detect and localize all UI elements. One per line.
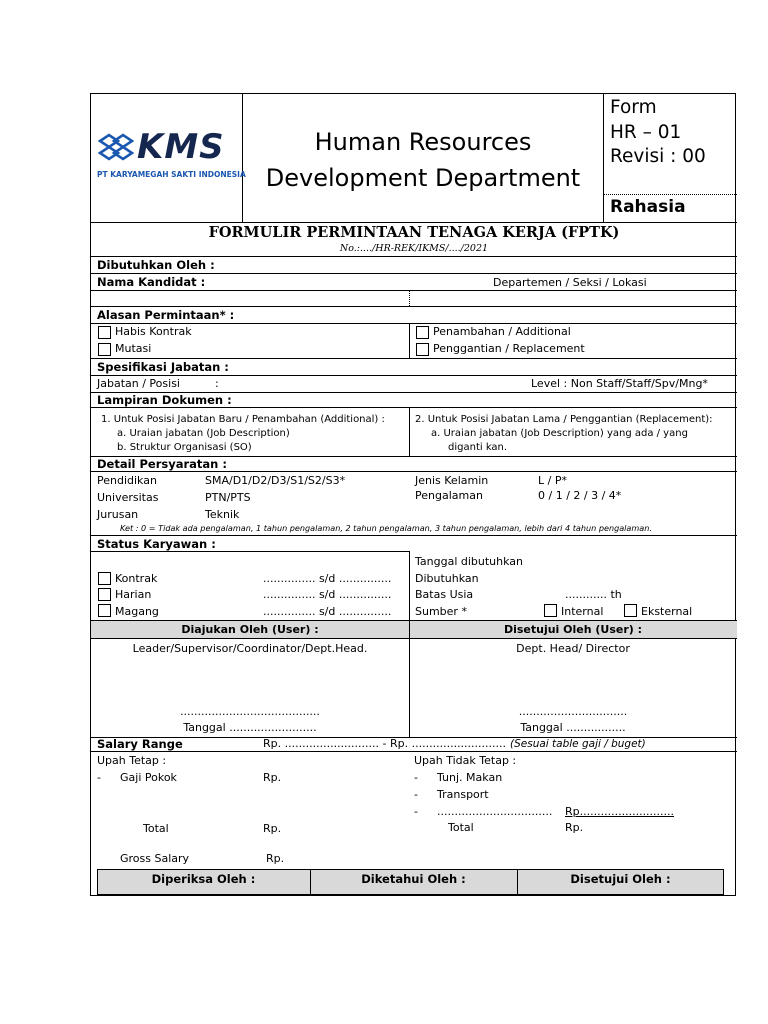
approver-role: Dept. Head/ Director <box>516 642 630 655</box>
row-line <box>91 306 737 307</box>
basic-salary-label: Gaji Pokok <box>120 771 177 784</box>
row-line <box>91 323 737 324</box>
needed-label: Dibutuhkan <box>415 572 479 585</box>
approved-by-heading: Disetujui Oleh (User) : <box>503 623 643 636</box>
row-line <box>91 256 737 257</box>
attach-left-heading: 1. Untuk Posisi Jabatan Baru / Penambahan (Additional) : <box>101 414 385 425</box>
row-line <box>91 358 737 359</box>
meal-allowance-label: Tunj. Makan <box>437 771 503 784</box>
row-line <box>91 273 737 274</box>
status-option: Magang <box>115 605 159 618</box>
attach-right-item-cont: diganti kan. <box>448 442 508 453</box>
reason-transfer-checkbox[interactable] <box>98 343 111 356</box>
status-option: Harian <box>115 588 152 601</box>
salary-range-label: Salary Range <box>97 737 183 751</box>
submitter-date[interactable]: Tanggal ......................... <box>183 721 317 734</box>
intern-period: ............... s/d ............... <box>263 605 392 618</box>
form-label: Form <box>610 97 657 118</box>
logo-wordmark: KMS <box>137 127 225 167</box>
status-intern-checkbox[interactable] <box>98 604 111 617</box>
other-allowance-rp[interactable]: Rp........................... <box>565 805 675 818</box>
approver-signature-line[interactable]: ............................... <box>518 705 628 718</box>
revision-label: Revisi : 00 <box>610 146 706 167</box>
attachments-label: Lampiran Dokumen : <box>97 393 232 407</box>
header-bottom-line <box>91 222 737 223</box>
attach-right-heading: 2. Untuk Posisi Jabatan Lama / Penggantian (Replacement): <box>415 414 713 425</box>
salary-range-value[interactable]: Rp. ........................... - Rp. ........................... <box>263 737 507 750</box>
daily-period: ............... s/d ............... <box>263 588 392 601</box>
requirements-label: Detail Persyaratan : <box>97 457 227 471</box>
checked-by-heading: Diperiksa Oleh : <box>151 872 256 886</box>
form-code: HR – 01 <box>610 121 682 143</box>
approved-by-heading-final: Disetujui Oleh : <box>570 872 671 886</box>
attach-left-item: a. Uraian jabatan (Job Description) <box>117 428 290 439</box>
row-line <box>91 471 737 472</box>
variable-pay-label: Upah Tidak Tetap : <box>414 754 517 767</box>
column-divider <box>409 407 410 456</box>
status-daily-checkbox[interactable] <box>98 588 111 601</box>
reason-option: Penambahan / Additional <box>433 325 571 338</box>
level-label: Level : Non Staff/Staff/Spv/Mng* <box>531 377 708 390</box>
major-value: Teknik <box>205 508 240 521</box>
dept-location-label: Departemen / Seksi / Lokasi <box>493 276 647 289</box>
submitted-by-heading: Diajukan Oleh (User) : <box>181 623 319 636</box>
age-limit-label: Batas Usia <box>415 588 474 601</box>
gross-salary-label: Gross Salary <box>120 852 190 865</box>
experience-value: 0 / 1 / 2 / 3 / 4* <box>538 489 622 502</box>
needed-by-label: Dibutuhkan Oleh : <box>97 258 215 272</box>
field-divider <box>409 290 410 306</box>
education-value: SMA/D1/D2/D3/S1/S2/S3* <box>205 474 346 487</box>
source-internal-checkbox[interactable] <box>544 604 557 617</box>
row-line <box>91 407 737 408</box>
reason-label: Alasan Permintaan* : <box>97 308 235 322</box>
contract-period: ............... s/d ............... <box>263 572 392 585</box>
department-line-1: Human Resources <box>314 128 532 156</box>
experience-label: Pengalaman <box>415 489 483 502</box>
list-dash: - <box>97 771 101 784</box>
company-logo <box>97 127 246 186</box>
basic-salary-rp[interactable]: Rp. <box>263 771 282 784</box>
attach-left-item: b. Struktur Organisasi (SO) <box>117 442 252 453</box>
university-label: Universitas <box>97 491 159 504</box>
attach-right-item: a. Uraian jabatan (Job Description) yang ada / yang <box>431 428 688 439</box>
row-line <box>91 551 409 552</box>
department-line-2: Development Department <box>265 164 581 192</box>
source-external-label: Eksternal <box>641 605 693 618</box>
reason-option: Habis Kontrak <box>115 325 192 338</box>
university-value: PTN/PTS <box>205 491 251 504</box>
reason-option: Mutasi <box>115 342 152 355</box>
source-internal-label: Internal <box>561 605 604 618</box>
form-title: FORMULIR PERMINTAAN TENAGA KERJA (FPTK) <box>208 224 620 241</box>
reason-additional-checkbox[interactable] <box>416 326 429 339</box>
age-limit-value: ............ th <box>565 588 622 601</box>
gender-label: Jenis Kelamin <box>415 474 489 487</box>
fixed-pay-label: Upah Tetap : <box>97 754 167 767</box>
form-code-block <box>610 96 706 170</box>
row-line <box>91 638 737 639</box>
other-allowance-field[interactable]: ................................. <box>437 805 553 818</box>
fptk-form <box>90 93 736 896</box>
status-option: Kontrak <box>115 572 158 585</box>
candidate-name-label: Nama Kandidat : <box>97 275 206 289</box>
list-dash: - <box>414 788 418 801</box>
classification-label: Rahasia <box>610 197 686 217</box>
major-label: Jurusan <box>97 508 139 521</box>
header-divider <box>603 94 604 222</box>
known-by-heading: Diketahui Oleh : <box>361 872 466 886</box>
department-title <box>243 124 603 196</box>
approver-date[interactable]: Tanggal ................. <box>520 721 626 734</box>
list-dash: - <box>414 771 418 784</box>
experience-note: Ket : 0 = Tidak ada pengalaman, 1 tahun pengalaman, 2 tahun pengalaman, 3 tahun pengalaman, lebih dari 4 tahun pengalaman. <box>120 523 652 533</box>
job-title-colon: : <box>215 377 219 390</box>
fixed-total-rp[interactable]: Rp. <box>263 822 282 835</box>
row-line <box>91 290 737 291</box>
reason-replacement-checkbox[interactable] <box>416 343 429 356</box>
position-spec-label: Spesifikasi Jabatan : <box>97 360 229 374</box>
reason-option: Penggantian / Replacement <box>433 342 585 355</box>
gross-salary-rp[interactable]: Rp. <box>266 852 285 865</box>
source-label: Sumber * <box>415 605 467 618</box>
logo-company-name: PT KARYAMEGAH SAKTI INDONESIA <box>97 170 246 179</box>
source-external-checkbox[interactable] <box>624 604 637 617</box>
row-line <box>91 535 737 536</box>
variable-total-rp[interactable]: Rp. <box>565 821 584 834</box>
gender-value: L / P* <box>538 474 567 487</box>
job-title-label: Jabatan / Posisi <box>97 377 180 390</box>
form-number: No.:..../HR-REK/IKMS/..../2021 <box>339 243 489 254</box>
variable-total-label: Total <box>448 821 474 834</box>
row-line <box>91 751 737 752</box>
education-label: Pendidikan <box>97 474 157 487</box>
fixed-total-label: Total <box>143 822 169 835</box>
status-contract-checkbox[interactable] <box>98 572 111 585</box>
salary-range-note: (Sesuai table gaji / buget) <box>510 738 646 750</box>
list-dash: - <box>414 805 418 818</box>
transport-label: Transport <box>437 788 489 801</box>
submitter-role: Leader/Supervisor/Coordinator/Dept.Head. <box>132 642 368 655</box>
reason-contract-end-checkbox[interactable] <box>98 326 111 339</box>
column-divider <box>409 551 410 620</box>
submitter-signature-line[interactable]: ........................................ <box>180 705 320 718</box>
header-dotted-line <box>603 194 737 195</box>
employment-status-label: Status Karyawan : <box>97 537 216 551</box>
logo-mark-icon <box>97 132 135 166</box>
row-line <box>91 375 737 376</box>
column-divider <box>409 323 410 358</box>
date-needed-label: Tanggal dibutuhkan <box>415 555 524 568</box>
